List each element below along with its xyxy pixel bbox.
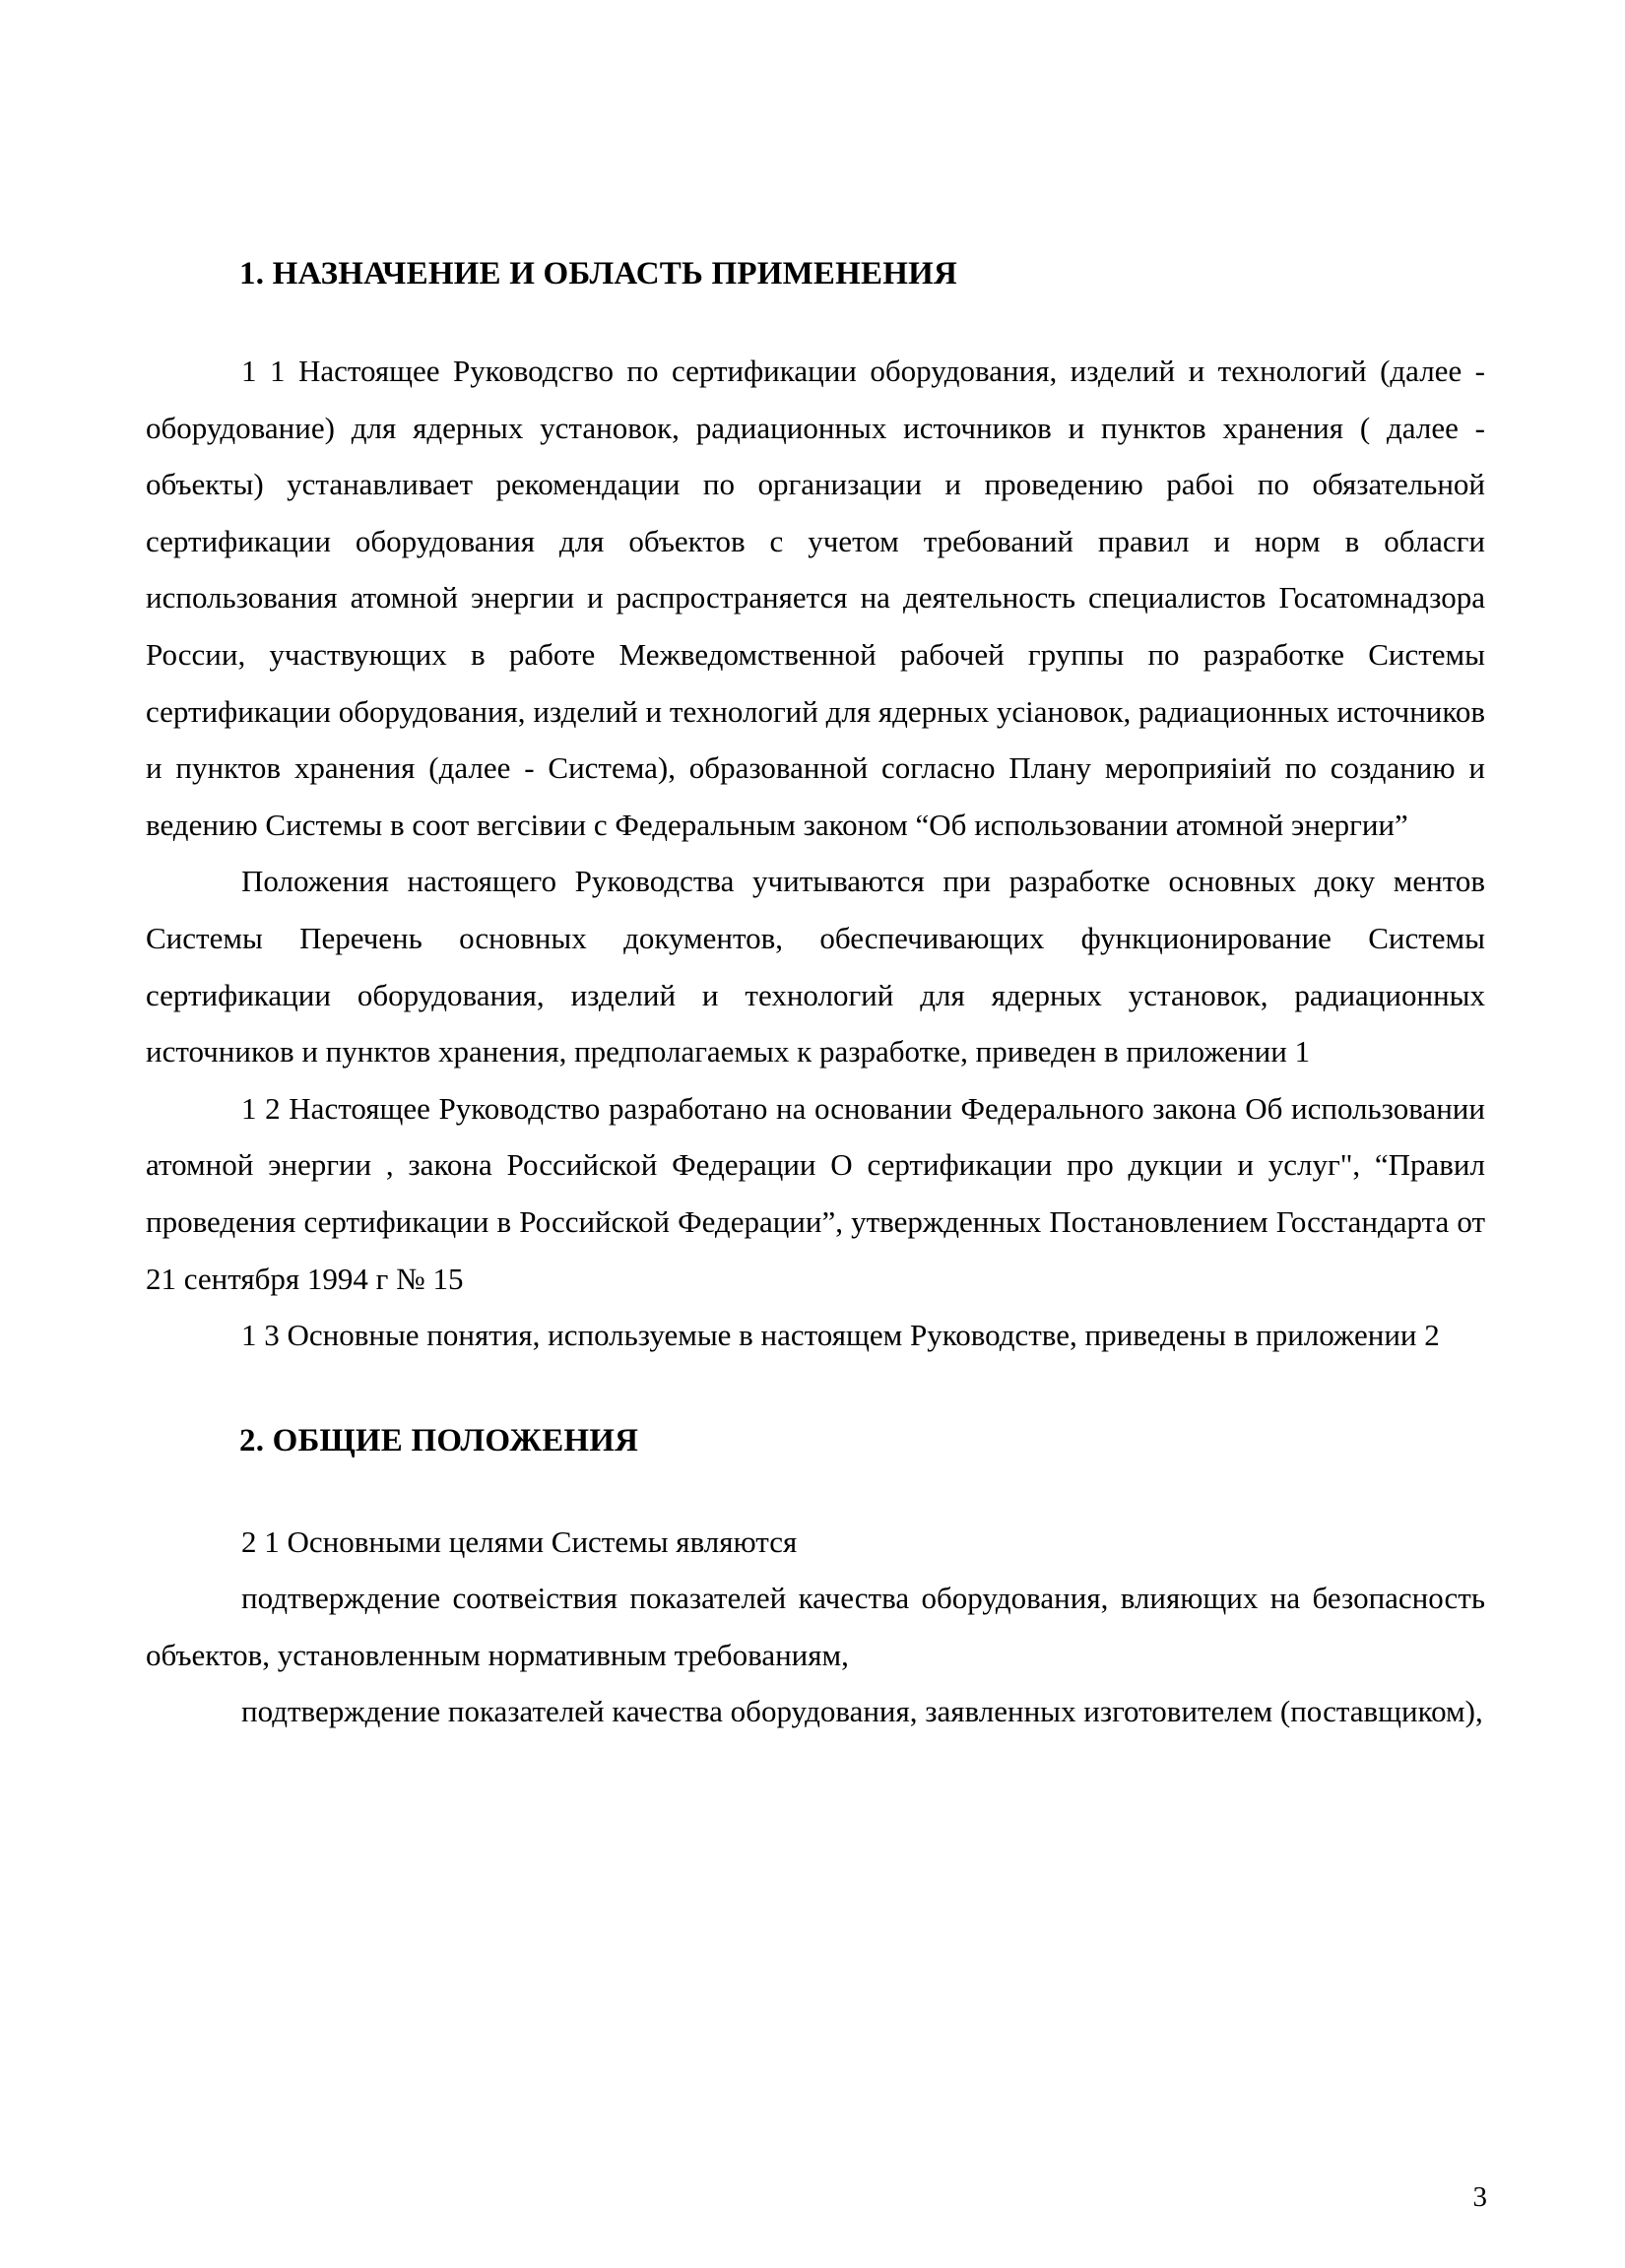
page-number: 3 bbox=[1472, 2181, 1487, 2213]
document-body bbox=[146, 236, 1485, 1740]
paragraph-1-1-continued: Положения настоящего Руководства учитываются при разработке основных доку ментов Системы Перечень основных документов, обеспечивающих функционирование Системы сертификации оборудования, изделий и технологий для ядерных установок, радиационных источников и пунктов хранения, предполагаемых к разработке, приведен в приложении 1 bbox=[146, 864, 1485, 1069]
paragraph-1-2: 1 2 Настоящее Руководство разработано на основании Федерального закона Об использовании атомной энергии , закона Российской Федерации О сертификации про дукции и услуг", “Правил проведения сертификации в Российской Федерации”, утвержденных Постановлением Госстандарта от 21 сентября 1994 г № 15 bbox=[146, 1090, 1485, 1296]
section-2-heading: 2. ОБЩИЕ ПОЛОЖЕНИЯ bbox=[239, 1422, 639, 1458]
section-1-heading: 1. НАЗНАЧЕНИЕ И ОБЛАСТЬ ПРИМЕНЕНИЯ bbox=[239, 256, 957, 292]
paragraph-1-1: 1 1 Настоящее Руководсгво по сертификации оборудования, изделий и технологий (далее - оборудование) для ядерных установок, радиационных источников и пунктов хранения ( далее - объекты) устанавливает рекомендации по организации и проведению рабоі по обязательной сертификации оборудования для объектов с учетом требований правил и норм в облаcги использования атомной энергии и распространяется на деятельность специалистов Госатомнадзора России, участвующих в работе Межведомственной рабочей группы по разработке Системы сертификации оборудования, изделий и технологий для ядерных усіановок, радиационных источников и пунктов хранения (далее - Система), образованной согласно Плану мероприяіий по созданию и ведению Системы в соот вегсівии с Федеральным законом “Об использовании атомной энергии” bbox=[146, 354, 1485, 842]
paragraph-2-1-item-2: подтверждение показателей качества оборудования, заявленных изготовителем (поставщиком), bbox=[241, 1694, 1483, 1729]
paragraph-2-1-item-1: подтверждение соотвеіствия показателей качества оборудования, влияющих на безопасность объектов, установленным нормативным требованиям, bbox=[146, 1581, 1485, 1672]
paragraph-1-3: 1 3 Основные понятия, используемые в настоящем Руководстве, приведены в приложении 2 bbox=[241, 1318, 1440, 1353]
paragraph-2-1: 2 1 Основными целями Системы являются bbox=[241, 1523, 798, 1559]
